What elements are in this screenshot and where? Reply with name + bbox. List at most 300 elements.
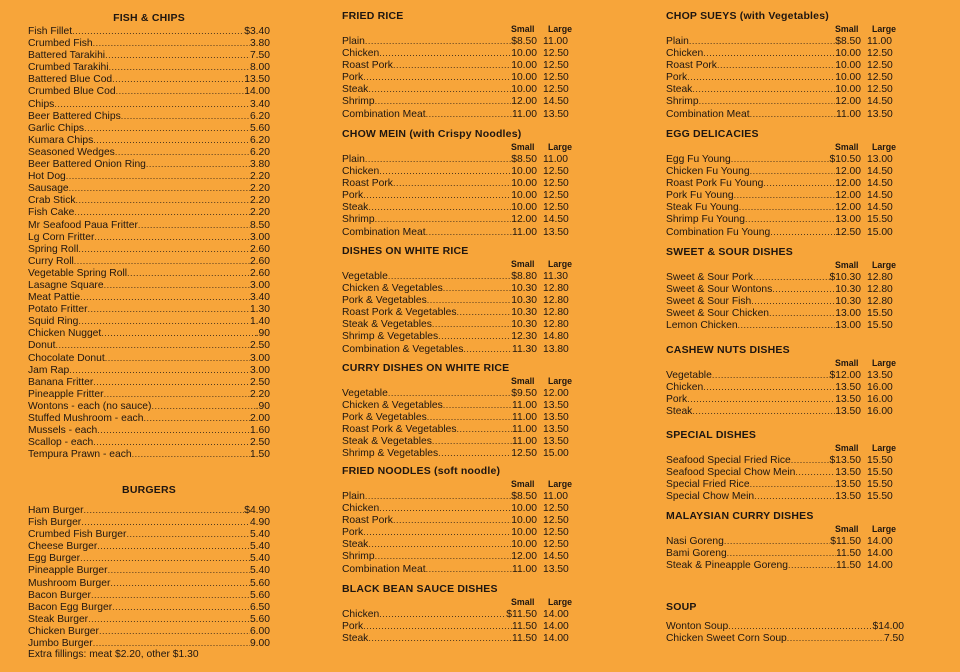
price-large: 12.50 (543, 48, 569, 60)
menu-item (666, 177, 904, 189)
price-small: $10.30 (829, 272, 861, 283)
price-large: 11.00 (543, 491, 569, 502)
item-name: Fish Fillet (28, 26, 73, 37)
item-name: Roast Pork (342, 178, 393, 190)
price-large: 12.00 (543, 388, 569, 399)
dot-leader (375, 95, 512, 107)
menu-item (28, 327, 270, 339)
menu-item (666, 319, 904, 331)
item-name: Tempura Prawn - each (28, 449, 132, 461)
item-name: Chicken (666, 382, 704, 394)
menu-item (342, 608, 580, 620)
item-name: Pork (342, 190, 364, 202)
price-large: 12.50 (867, 48, 893, 60)
size-header (342, 376, 580, 387)
dot-leader (791, 454, 830, 466)
item-name: Special Chow Mein (666, 491, 755, 503)
dot-leader (363, 189, 511, 201)
menu-item (342, 514, 580, 526)
price-large: 12.50 (543, 60, 569, 72)
price-small: 11.00 (511, 424, 537, 436)
item-name: Combination & Vegetables (342, 343, 464, 355)
dot-leader (393, 177, 511, 189)
dot-leader (69, 182, 250, 194)
item-name: Pork (666, 72, 688, 84)
price-small: 13.00 (835, 308, 861, 320)
dot-leader (132, 448, 250, 460)
item-price: 8.00 (249, 62, 270, 74)
item-name: Bacon Burger (28, 589, 91, 601)
price-large: 12.50 (543, 178, 569, 190)
item-name: Shrimp (666, 96, 699, 108)
price-large: 15.50 (867, 320, 893, 332)
dot-leader (74, 255, 250, 267)
price-small: $11.50 (506, 609, 537, 620)
menu-item (666, 95, 904, 107)
menu-item (342, 490, 580, 502)
price-small: $12.00 (829, 370, 861, 381)
dot-leader (456, 306, 511, 318)
price-large: 14.00 (543, 621, 569, 633)
size-small-label: Small (835, 24, 859, 34)
item-price: 5.60 (249, 613, 270, 625)
item-name: Plain (342, 154, 365, 165)
size-header (342, 597, 580, 608)
menu-item (28, 110, 270, 122)
item-name: Chips (28, 98, 55, 110)
size-large-label: Large (872, 24, 896, 34)
dot-leader (456, 423, 512, 435)
dot-leader (93, 436, 250, 448)
size-header (342, 24, 580, 35)
dot-leader (727, 547, 836, 559)
section-egg-delicacies (666, 128, 904, 238)
item-price: 8.50 (249, 219, 270, 231)
dot-leader (463, 343, 512, 355)
price-large: 12.80 (543, 307, 569, 319)
price-small: 10.30 (835, 296, 861, 308)
section-chop-sueys (666, 10, 904, 120)
price-small: 11.50 (835, 560, 861, 572)
menu-item (28, 255, 270, 267)
menu-item (342, 387, 580, 399)
dot-leader (689, 35, 835, 47)
price-large: 15.00 (867, 226, 893, 238)
item-name: Steak (342, 539, 369, 551)
dot-leader (97, 424, 250, 436)
price-small: 11.00 (511, 563, 537, 575)
section-sweet-sour (666, 246, 904, 331)
section-title: CURRY DISHES ON WHITE RICE (342, 362, 510, 374)
menu-item (28, 146, 270, 158)
item-name: Combination Meat (342, 226, 426, 238)
size-large-label: Large (872, 524, 896, 534)
dot-leader (97, 540, 250, 552)
dot-leader (84, 504, 245, 516)
item-name: Chicken Sweet Corn Soup (666, 633, 787, 645)
dot-leader (703, 381, 835, 393)
size-large-label: Large (872, 358, 896, 368)
menu-item (666, 632, 904, 644)
item-price: 5.40 (249, 529, 270, 541)
menu-item (28, 528, 270, 540)
menu-item (28, 279, 270, 291)
price-small: 12.00 (835, 96, 861, 108)
dot-leader (138, 219, 250, 231)
menu-item (342, 632, 580, 644)
section-title: MALAYSIAN CURRY DISHES (666, 510, 814, 522)
item-price: .90 (255, 400, 270, 412)
section-title: SPECIAL DISHES (666, 429, 757, 441)
menu-item (342, 411, 580, 423)
price-small: 10.30 (511, 307, 537, 319)
item-name: Cheese Burger (28, 541, 98, 553)
price-large: 14.00 (543, 633, 569, 645)
item-name: Roast Pork (342, 515, 393, 527)
price-small: 12.00 (511, 96, 537, 108)
item-price: 2.50 (249, 437, 270, 449)
price-small: $13.50 (829, 455, 861, 466)
item-price: 1.40 (249, 316, 270, 328)
price-small: $8.50 (511, 154, 537, 165)
section-fried-noodles (342, 465, 580, 575)
menu-item (666, 189, 904, 201)
dot-leader (101, 327, 255, 339)
item-name: Seafood Special Fried Rice (666, 455, 791, 466)
item-price: 2.60 (249, 267, 270, 279)
price-small: 13.50 (835, 479, 861, 491)
size-small-label: Small (835, 142, 859, 152)
price-small: 10.00 (511, 515, 537, 527)
price-large: 13.50 (543, 226, 569, 238)
menu-item (666, 454, 904, 466)
dot-leader (66, 170, 250, 182)
dot-leader (754, 490, 835, 502)
dot-leader (379, 47, 511, 59)
dot-leader (116, 85, 245, 97)
price-large: 14.00 (867, 548, 893, 560)
item-price: 3.40 (249, 292, 270, 304)
menu-item (28, 448, 270, 460)
dot-leader (795, 466, 835, 478)
menu-item (666, 59, 904, 71)
item-name: Chicken (342, 609, 380, 620)
dot-leader (739, 201, 836, 213)
dot-leader (363, 71, 511, 83)
price-large: 16.00 (867, 394, 893, 406)
item-price: 2.60 (249, 243, 270, 255)
price-large: 12.50 (543, 527, 569, 539)
item-price: 5.60 (249, 577, 270, 589)
item-name: Pork & Vegetables (342, 295, 427, 307)
dot-leader (787, 632, 884, 644)
dot-leader (110, 577, 250, 589)
dot-leader (427, 294, 512, 306)
price-small: 10.00 (511, 539, 537, 551)
price-large: 12.80 (867, 296, 893, 308)
price-large: 12.50 (867, 60, 893, 72)
menu-item (28, 364, 270, 376)
dot-leader (769, 307, 835, 319)
dot-leader (112, 601, 250, 613)
dot-leader (426, 563, 512, 575)
section-fish-chips (28, 12, 270, 460)
price-large: 12.80 (543, 319, 569, 331)
item-name: Egg Burger (28, 553, 81, 565)
price-small: $9.50 (511, 388, 537, 399)
item-name: Combination Meat (666, 108, 750, 120)
price-large: 12.50 (543, 190, 569, 202)
item-name: Pineapple Fritter (28, 388, 104, 400)
item-name: Pork (342, 72, 364, 84)
dot-leader (55, 339, 249, 351)
section-chow-mein (342, 128, 580, 238)
dot-leader (788, 559, 836, 571)
dot-leader (770, 226, 835, 238)
item-name: Combination Fu Young (666, 226, 771, 238)
dot-leader (388, 387, 511, 399)
dot-leader (151, 400, 255, 412)
price-large: 12.50 (543, 539, 569, 551)
section-title: FRIED NOODLES (soft noodle) (342, 465, 501, 477)
price-large: 13.80 (543, 343, 569, 355)
menu-item (342, 435, 580, 447)
price-small: 12.00 (511, 214, 537, 226)
menu-item (342, 35, 580, 47)
price-large: 16.00 (867, 382, 893, 394)
menu-item (342, 177, 580, 189)
item-name: Plain (342, 36, 365, 47)
item-name: Roast Pork (342, 60, 393, 72)
item-name: Vegetable (666, 370, 712, 381)
price-small: 11.00 (835, 108, 861, 120)
price-large: 14.00 (867, 560, 893, 572)
size-small-label: Small (835, 358, 859, 368)
size-large-label: Large (872, 260, 896, 270)
price-small: 11.00 (511, 436, 537, 448)
price-small: $8.80 (511, 271, 537, 282)
menu-item (342, 399, 580, 411)
menu-item (342, 282, 580, 294)
dot-leader (69, 364, 250, 376)
price-large: 13.00 (867, 154, 893, 165)
item-name: Roast Pork & Vegetables (342, 307, 457, 319)
menu-item (28, 291, 270, 303)
size-small-label: Small (511, 597, 535, 607)
section-fried-rice (342, 10, 580, 120)
menu-item (342, 550, 580, 562)
price-large: 12.50 (543, 72, 569, 84)
item-name: Chicken Burger (28, 625, 99, 637)
section-title: DISHES ON WHITE RICE (342, 245, 469, 257)
item-name: Mushroom Burger (28, 577, 111, 589)
price-large: 14.50 (867, 96, 893, 108)
item-name: Pork & Vegetables (342, 412, 427, 424)
item-price: 5.40 (249, 553, 270, 565)
item-name: Fish Burger (28, 517, 82, 529)
price-small: 11.50 (511, 621, 537, 633)
item-price: 6.50 (249, 601, 270, 613)
dot-leader (126, 528, 250, 540)
price-small: 12.50 (835, 226, 861, 238)
menu-item (666, 83, 904, 95)
dot-leader (84, 122, 250, 134)
item-name: Chicken Nugget (28, 328, 102, 340)
item-name: Steak & Vegetables (342, 436, 432, 448)
section-burgers (28, 484, 270, 661)
price-large: 14.50 (867, 178, 893, 190)
item-name: Pineapple Burger (28, 565, 108, 577)
price-large: 14.00 (543, 609, 569, 620)
menu-item (28, 37, 270, 49)
item-price: 2.60 (249, 255, 270, 267)
size-large-label: Large (548, 597, 572, 607)
dot-leader (443, 399, 512, 411)
menu-item (28, 637, 270, 649)
dot-leader (146, 158, 250, 170)
price-large: 13.50 (867, 108, 893, 120)
price-small: 10.00 (511, 190, 537, 202)
menu-item (28, 170, 270, 182)
item-name: Sweet & Sour Chicken (666, 308, 770, 320)
menu-item (666, 153, 904, 165)
size-small-label: Small (511, 259, 535, 269)
item-name: Battered Tarakihi (28, 50, 106, 62)
item-name: Kumara Chips (28, 134, 94, 146)
section-white-rice (342, 245, 580, 355)
item-name: Bami Goreng (666, 548, 727, 560)
item-price: 3.80 (249, 38, 270, 50)
item-name: Wonton Soup (666, 621, 729, 632)
price-large: 15.00 (543, 448, 569, 460)
dot-leader (81, 516, 250, 528)
item-name: Pork (666, 394, 688, 406)
price-large: 15.50 (867, 214, 893, 226)
section-title: EGG DELICACIES (666, 128, 759, 140)
menu-item (342, 502, 580, 514)
menu-item (666, 405, 904, 417)
dot-leader (393, 59, 511, 71)
price-large: 11.30 (543, 271, 569, 282)
section-title: SWEET & SOUR DISHES (666, 246, 793, 258)
dot-leader (88, 303, 250, 315)
size-large-label: Large (548, 142, 572, 152)
item-name: Sweet & Sour Pork (666, 272, 753, 283)
item-name: Shrimp (342, 551, 375, 563)
item-name: Hot Dog (28, 171, 66, 183)
menu-item (28, 504, 270, 516)
section-malaysian (666, 510, 904, 571)
dot-leader (93, 134, 250, 146)
size-header (342, 142, 580, 153)
menu-item (666, 490, 904, 502)
item-name: Steak & Vegetables (342, 319, 432, 331)
item-price: .90 (255, 328, 270, 340)
item-price: 5.40 (249, 541, 270, 553)
item-price: 3.00 (249, 231, 270, 243)
price-large: 14.00 (867, 536, 893, 547)
section-title: CHOW MEIN (with Crispy Noodles) (342, 128, 522, 140)
price-small: $8.50 (511, 491, 537, 502)
item-price: $3.40 (244, 26, 270, 37)
dot-leader (443, 282, 511, 294)
menu-item (28, 85, 270, 97)
dot-leader (750, 478, 836, 490)
section-title: BLACK BEAN SAUCE DISHES (342, 583, 498, 595)
menu-item (342, 213, 580, 225)
price-small: 10.00 (511, 202, 537, 214)
price-large: 13.50 (867, 370, 893, 381)
item-price: $14.00 (872, 621, 904, 632)
dot-leader (712, 369, 830, 381)
dot-leader (78, 243, 250, 255)
item-price: 1.60 (249, 425, 270, 437)
menu-item (342, 330, 580, 342)
price-small: 10.00 (835, 60, 861, 72)
price-small: 10.00 (511, 72, 537, 84)
item-price: 3.00 (249, 352, 270, 364)
item-name: Lg Corn Fritter (28, 231, 95, 243)
item-price: 2.50 (249, 340, 270, 352)
menu-item (28, 158, 270, 170)
menu-item (342, 95, 580, 107)
menu-item (666, 393, 904, 405)
section-special (666, 429, 904, 502)
item-name: Chicken (342, 166, 380, 178)
size-large-label: Large (548, 376, 572, 386)
menu-item (28, 412, 270, 424)
price-large: 14.50 (867, 202, 893, 214)
item-name: Nasi Goreng (666, 536, 724, 547)
item-name: Pork (342, 527, 364, 539)
dot-leader (393, 514, 511, 526)
menu-item (342, 294, 580, 306)
item-price: 3.00 (249, 364, 270, 376)
menu-item (666, 307, 904, 319)
size-small-label: Small (511, 479, 535, 489)
price-large: 12.50 (867, 84, 893, 96)
item-name: Seasoned Wedges (28, 146, 115, 158)
price-large: 13.50 (543, 400, 569, 412)
dot-leader (127, 267, 250, 279)
menu-item (666, 466, 904, 478)
dot-leader (763, 177, 835, 189)
menu-item (28, 376, 270, 388)
price-large: 12.50 (543, 515, 569, 527)
price-small: 10.00 (835, 72, 861, 84)
item-name: Crumbed Tarakihi (28, 62, 109, 74)
dot-leader (368, 632, 512, 644)
item-name: Mr Seafood Paua Fritter (28, 219, 138, 231)
price-small: $8.50 (835, 36, 861, 47)
size-small-label: Small (835, 524, 859, 534)
item-price: 3.00 (249, 279, 270, 291)
price-large: 13.50 (543, 108, 569, 120)
dot-leader (692, 405, 835, 417)
item-price: 14.00 (244, 86, 270, 98)
size-small-label: Small (511, 142, 535, 152)
item-price: 3.80 (249, 159, 270, 171)
dot-leader (93, 637, 250, 649)
section-title: CHOP SUEYS (with Vegetables) (666, 10, 829, 22)
item-name: Shrimp (342, 214, 375, 226)
menu-item (28, 267, 270, 279)
item-price: 7.50 (883, 633, 904, 645)
menu-item (342, 71, 580, 83)
price-large: 14.50 (543, 96, 569, 108)
dot-leader (80, 291, 250, 303)
menu-item (28, 194, 270, 206)
